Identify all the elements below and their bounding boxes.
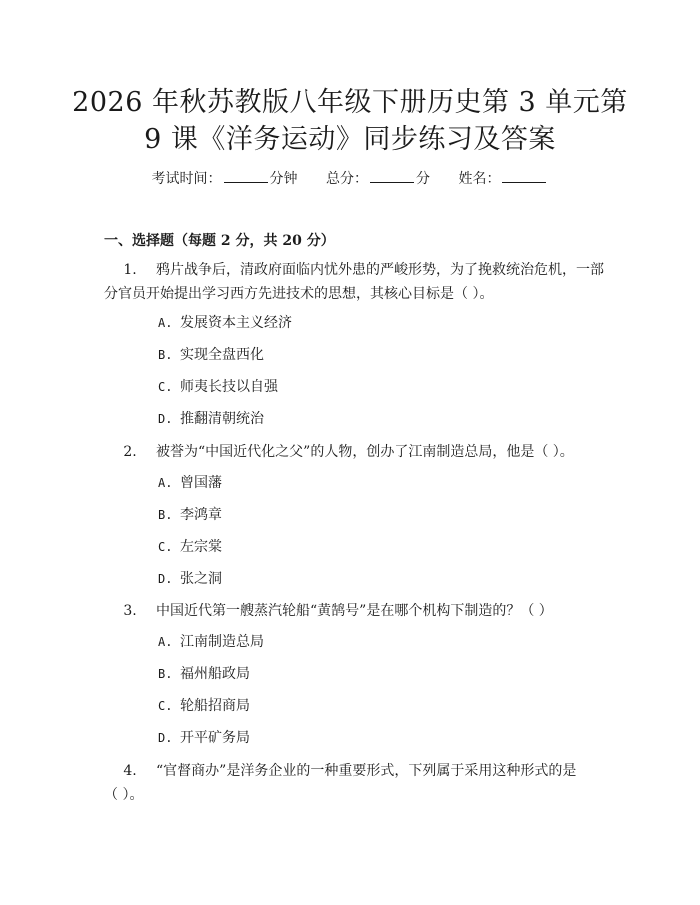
option-letter: A. <box>158 635 173 649</box>
question-number: 4. <box>123 763 137 779</box>
option-letter: A. <box>158 476 173 490</box>
option-text: 江南制造总局 <box>180 634 264 650</box>
option-letter: D. <box>158 572 173 586</box>
option-letter: D. <box>158 412 173 426</box>
question-3 <box>104 599 604 623</box>
option-text: 曾国藩 <box>180 475 222 491</box>
option-letter: D. <box>158 731 173 745</box>
option-text: 左宗棠 <box>180 539 222 555</box>
exam-meta <box>0 168 700 190</box>
option-letter: C. <box>158 540 173 554</box>
student-name-field <box>458 168 548 190</box>
question-text-line-1: 中国近代第一艘蒸汽轮船“黄鹄号”是在哪个机构下制造的？（ ） <box>156 603 553 619</box>
question-2-option-d <box>158 568 222 590</box>
option-letter: C. <box>158 380 173 394</box>
total-score-blank <box>370 168 414 183</box>
option-text: 福州船政局 <box>180 666 250 682</box>
question-2-option-b <box>158 504 222 526</box>
question-3-option-c <box>158 695 250 717</box>
question-number: 1. <box>123 262 137 278</box>
student-name-blank <box>502 168 546 183</box>
option-text: 张之洞 <box>180 571 222 587</box>
question-3-option-b <box>158 663 250 685</box>
question-3-option-a <box>158 631 264 653</box>
question-4 <box>104 759 604 807</box>
option-text: 师夷长技以自强 <box>180 379 278 395</box>
document-title-line-1: 2026 年秋苏教版八年级下册历史第 3 单元第 <box>72 87 628 118</box>
question-2 <box>104 440 604 464</box>
question-2-option-c <box>158 536 222 558</box>
exam-time-unit: 分钟 <box>269 171 298 187</box>
option-letter: B. <box>158 348 173 362</box>
document-title-line-2: 9 课《洋务运动》同步练习及答案 <box>144 124 556 155</box>
student-name-label: 姓名： <box>458 171 501 187</box>
question-text-line-2: 分官员开始提出学习西方先进技术的思想，其核心目标是（ ）。 <box>104 286 494 302</box>
question-1-option-d <box>158 408 264 430</box>
question-text-line-1: 被誉为“中国近代化之父”的人物，创办了江南制造总局，他是（ ）。 <box>156 444 574 460</box>
option-letter: C. <box>158 699 173 713</box>
question-number: 2. <box>123 444 137 460</box>
question-text-line-1: “官督商办”是洋务企业的一种重要形式，下列属于采用这种形式的是 <box>156 763 577 779</box>
question-2-option-a <box>158 472 222 494</box>
question-1 <box>104 258 604 306</box>
option-text: 推翻清朝统治 <box>180 411 264 427</box>
option-text: 实现全盘西化 <box>180 347 264 363</box>
option-text: 李鸿章 <box>180 507 222 523</box>
question-1-option-a <box>158 312 292 334</box>
option-text: 开平矿务局 <box>180 730 250 746</box>
question-text-line-1: 鸦片战争后，清政府面临内忧外患的严峻形势，为了挽救统治危机，一部 <box>156 262 604 278</box>
option-letter: B. <box>158 508 173 522</box>
option-text: 发展资本主义经济 <box>180 315 292 331</box>
section-heading: 一、选择题（每题 2 分，共 20 分） <box>104 233 335 249</box>
question-1-option-c <box>158 376 278 398</box>
exam-time-label: 考试时间： <box>151 171 222 187</box>
total-score-field <box>326 168 430 190</box>
exam-time-blank <box>224 168 268 183</box>
option-letter: B. <box>158 667 173 681</box>
question-text-line-2: （ ）。 <box>104 787 144 803</box>
total-score-label: 总分： <box>326 171 368 187</box>
option-letter: A. <box>158 316 173 330</box>
option-text: 轮船招商局 <box>180 698 250 714</box>
question-1-option-b <box>158 344 264 366</box>
total-score-unit: 分 <box>416 171 430 187</box>
question-3-option-d <box>158 727 250 749</box>
exam-time-field <box>152 168 298 190</box>
question-number: 3. <box>123 603 137 619</box>
